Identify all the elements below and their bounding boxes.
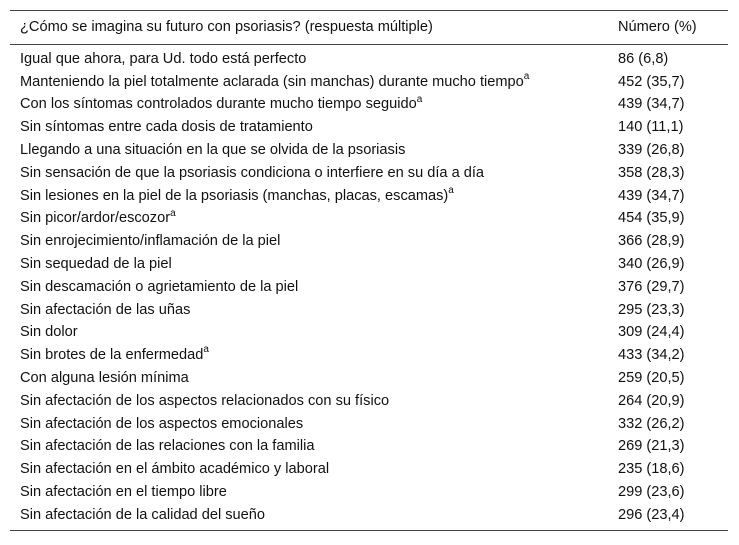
row-label: Sin afectación en el tiempo libre bbox=[20, 484, 227, 501]
footnote-marker: a bbox=[416, 93, 423, 105]
row-label-cell bbox=[10, 230, 608, 253]
footnote-marker: a bbox=[203, 344, 209, 356]
row-label: Llegando a una situación en la que se olvida de la psoriasis bbox=[20, 142, 406, 159]
row-value: 296 (23,4) bbox=[608, 504, 728, 530]
row-label: Sin sensación de que la psoriasis condiciona o interfiere en su día a día bbox=[20, 164, 485, 181]
footnote-marker: a bbox=[448, 184, 454, 196]
row-label: Sin afectación en el ámbito académico y laboral bbox=[20, 461, 330, 478]
row-value: 140 (11,1) bbox=[618, 119, 684, 136]
row-label: Sin dolor bbox=[20, 324, 78, 341]
table-row bbox=[10, 481, 728, 504]
table-body bbox=[10, 45, 728, 531]
row-value: 454 (35,9) bbox=[618, 210, 685, 227]
row-value: 366 (28,9) bbox=[618, 233, 685, 250]
table-row bbox=[10, 390, 728, 413]
table-row bbox=[10, 71, 728, 94]
row-label-cell bbox=[10, 71, 608, 94]
row-value: 295 (23,3) bbox=[618, 301, 685, 318]
table-container bbox=[10, 10, 728, 531]
table-row bbox=[10, 208, 728, 231]
row-label-cell bbox=[10, 45, 608, 71]
row-value: 269 (21,3) bbox=[618, 438, 685, 455]
row-label: Sin descamación o agrietamiento de la piel bbox=[20, 278, 299, 295]
row-value: 358 (28,3) bbox=[618, 164, 685, 181]
row-label: Sin afectación de las relaciones con la familia bbox=[20, 438, 315, 455]
row-value: 439 (34,7) bbox=[618, 96, 685, 113]
row-value: 339 (26,8) bbox=[618, 142, 685, 159]
row-label-cell bbox=[10, 504, 608, 530]
row-label-cell bbox=[10, 94, 608, 117]
table-row bbox=[10, 299, 728, 322]
row-value: 86 (6,8) bbox=[618, 50, 669, 67]
table-row bbox=[10, 116, 728, 139]
table-row bbox=[10, 253, 728, 276]
table-row bbox=[10, 162, 728, 185]
table-row bbox=[10, 94, 728, 117]
header-question: ¿Cómo se imagina su futuro con psoriasis? (respuesta múltiple) bbox=[10, 11, 608, 45]
row-value: 439 (34,7) bbox=[618, 187, 685, 204]
row-label-cell bbox=[10, 139, 608, 162]
table-row bbox=[10, 230, 728, 253]
row-value: 264 (20,9) bbox=[618, 392, 685, 409]
row-value: 299 (23,6) bbox=[618, 484, 685, 501]
row-label: Sin brotes de la enfermedad bbox=[20, 347, 204, 364]
row-value: 332 (26,2) bbox=[618, 415, 685, 432]
row-label: Manteniendo la piel totalmente aclarada (sin manchas) durante mucho tiempo bbox=[20, 73, 524, 90]
row-label-cell bbox=[10, 208, 608, 231]
row-label: Con los síntomas controlados durante mucho tiempo seguido bbox=[20, 96, 417, 113]
row-value: 235 (18,6) bbox=[618, 461, 685, 478]
row-label-cell bbox=[10, 322, 608, 345]
row-label-cell bbox=[10, 276, 608, 299]
row-label-cell bbox=[10, 481, 608, 504]
row-label: Sin afectación de los aspectos emocionales bbox=[20, 415, 304, 432]
table-row bbox=[10, 436, 728, 459]
row-label: Sin sequedad de la piel bbox=[20, 256, 172, 273]
header-number: Número (%) bbox=[608, 11, 728, 45]
row-label: Sin síntomas entre cada dosis de tratamiento bbox=[20, 119, 313, 136]
row-label-cell bbox=[10, 458, 608, 481]
row-label: Sin lesiones en la piel de la psoriasis (manchas, placas, escamas) bbox=[20, 187, 449, 204]
row-value: 340 (26,9) bbox=[618, 256, 685, 273]
footnote-marker: a bbox=[170, 207, 176, 219]
row-label: Sin afectación de las uñas bbox=[20, 301, 191, 318]
row-label-cell bbox=[10, 344, 608, 367]
row-value: 259 (20,5) bbox=[618, 370, 685, 387]
row-label-cell bbox=[10, 162, 608, 185]
table-row bbox=[10, 458, 728, 481]
table-row bbox=[10, 413, 728, 436]
row-label-cell bbox=[10, 436, 608, 459]
row-value: 452 (35,7) bbox=[618, 73, 685, 90]
row-value: 309 (24,4) bbox=[618, 324, 685, 341]
row-label-cell bbox=[10, 116, 608, 139]
row-label: Igual que ahora, para Ud. todo está perfecto bbox=[20, 50, 307, 67]
table-row bbox=[10, 45, 728, 71]
row-label-cell bbox=[10, 299, 608, 322]
table-row bbox=[10, 367, 728, 390]
row-label: Sin afectación de la calidad del sueño bbox=[20, 506, 266, 523]
row-label: Sin enrojecimiento/inflamación de la piel bbox=[20, 233, 281, 250]
table-row bbox=[10, 504, 728, 530]
row-label-cell bbox=[10, 185, 608, 208]
row-label-cell bbox=[10, 253, 608, 276]
table-row bbox=[10, 344, 728, 367]
psoriasis-future-table bbox=[10, 10, 728, 531]
row-label: Con alguna lesión mínima bbox=[20, 370, 189, 387]
row-value: 433 (34,2) bbox=[618, 347, 685, 364]
footnote-marker: a bbox=[523, 70, 530, 82]
table-row bbox=[10, 276, 728, 299]
row-label: Sin picor/ardor/escozor bbox=[20, 210, 171, 227]
table-header-row bbox=[10, 11, 728, 45]
row-label-cell bbox=[10, 367, 608, 390]
row-label-cell bbox=[10, 390, 608, 413]
table-row bbox=[10, 185, 728, 208]
row-label: Sin afectación de los aspectos relacionados con su físico bbox=[20, 392, 390, 409]
row-value: 376 (29,7) bbox=[618, 278, 685, 295]
table-row bbox=[10, 139, 728, 162]
table-row bbox=[10, 322, 728, 345]
row-label-cell bbox=[10, 413, 608, 436]
